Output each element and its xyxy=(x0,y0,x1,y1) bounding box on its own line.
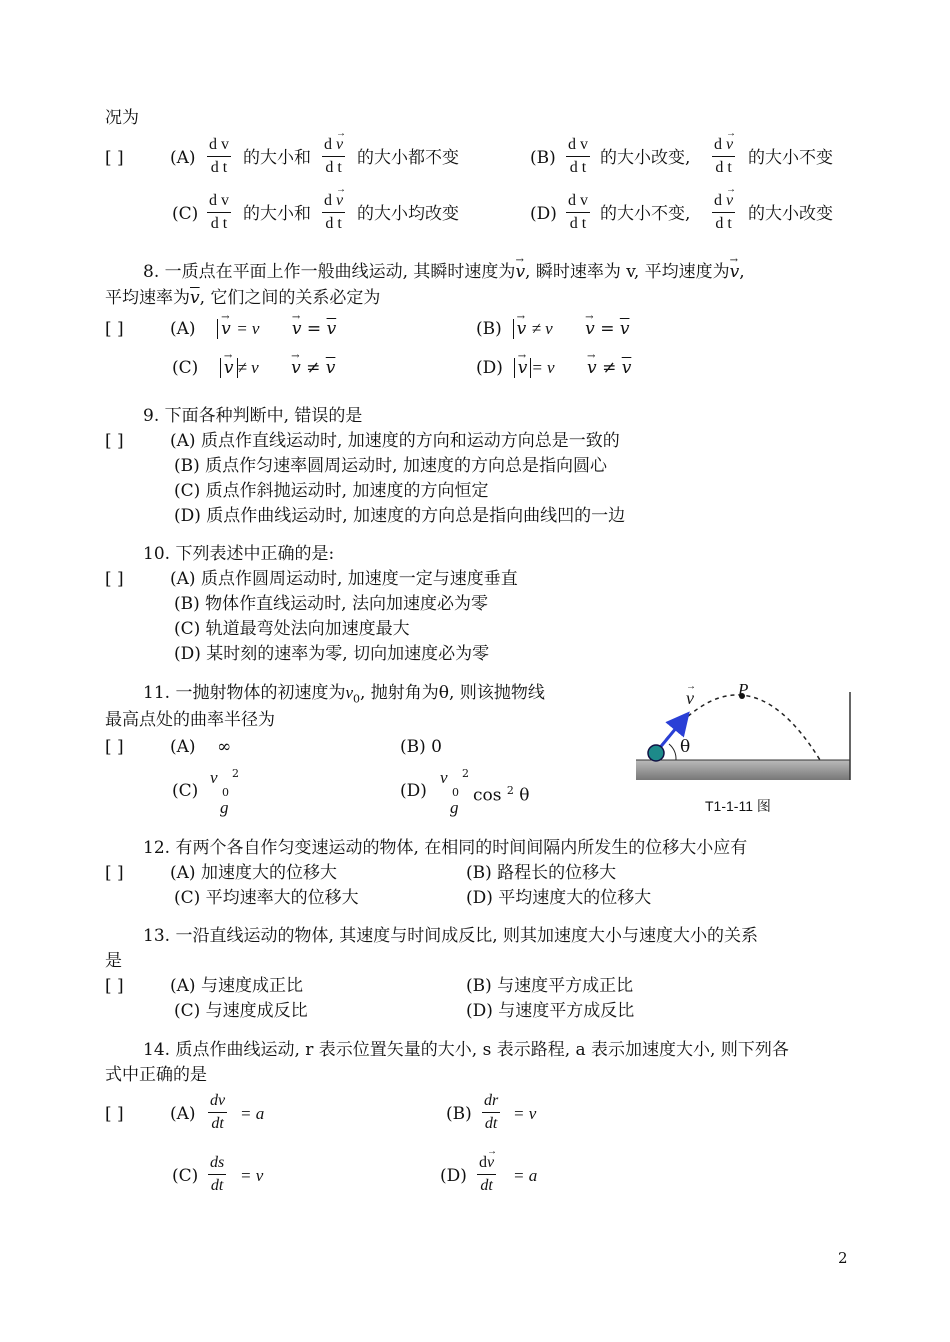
q11-d-g: g xyxy=(450,798,459,817)
q7-c-frac1: $\frac{\text{d v}}{\text{d t}}$ xyxy=(209,192,229,232)
q11-d-sub: 0 xyxy=(452,786,459,799)
q7-bracket: [ ] xyxy=(105,148,124,168)
q14-c-label: (C) xyxy=(172,1166,199,1186)
q14-b-frac: $\frac{dr}{dt}$ xyxy=(484,1092,499,1132)
q7-c-frac2: $\frac{d \to v}{\text{d t}}$ xyxy=(322,192,345,233)
q14-b-rhs: = v xyxy=(513,1104,537,1123)
q8-d: (D) → v = v → $v \ne \overline{v}$ xyxy=(476,358,631,378)
q13-option-c: (C) 与速度成反比 xyxy=(174,1001,308,1021)
q8-line1: 8. 一质点在平面上作一般曲线运动, 其瞬时速度为→ v, 瞬时速率为 v, 平均速度为→ v, xyxy=(143,262,745,282)
q11-d-v: v xyxy=(440,768,448,787)
q12-option-a: (A) 加速度大的位移大 xyxy=(170,863,337,883)
q8-line2: 平均速率为$\overline{v}$, 它们之间的关系必定为 xyxy=(105,288,381,308)
q13-option-b: (B) 与速度平方成正比 xyxy=(466,976,634,996)
q14-b-label: (B) xyxy=(446,1104,472,1124)
q14-title: 14. 质点作曲线运动, r 表示位置矢量的大小, s 表示路程, a 表示加速度大小, 则下列各 xyxy=(143,1040,789,1060)
q7-a-frac2: $\frac{d \to v}{\text{d t}}$ xyxy=(322,136,345,177)
q9-option-b: (B) 质点作匀速率圆周运动时, 加速度的方向总是指向圆心 xyxy=(174,456,607,476)
q14-d-frac: $\frac{d\to v}{dt}$ xyxy=(477,1154,496,1195)
q9-title: 9. 下面各种判断中, 错误的是 xyxy=(143,406,363,426)
fig-label-v: → v xyxy=(686,688,694,708)
q7-a-frac1: $\frac{\text{d v}}{\text{d t}}$ xyxy=(209,136,229,176)
q13-bracket: [ ] xyxy=(105,976,124,996)
q14-d-label: (D) xyxy=(440,1166,467,1186)
angle-arc xyxy=(669,744,676,760)
q11-c-v: v xyxy=(210,768,218,787)
q11-c-label: (C) xyxy=(172,781,199,801)
q7-b-text1: 的大小改变, xyxy=(600,148,691,168)
q11-line2: 最高点处的曲率半径为 xyxy=(105,710,275,730)
q7-a-text1: 的大小和 xyxy=(243,148,311,168)
q7-b-frac2: $\frac{d \to v}{\text{d t}}$ xyxy=(712,136,735,177)
q7-cont: 况为 xyxy=(105,108,139,128)
q9-bracket: [ ] xyxy=(105,431,124,451)
q14-c-rhs: = v xyxy=(240,1166,264,1185)
q7-d-label: (D) xyxy=(530,204,557,224)
q14-a-rhs: = a xyxy=(240,1104,265,1123)
q10-option-a: (A) 质点作圆周运动时, 加速度一定与速度垂直 xyxy=(170,569,518,589)
q8-b: (B) → v ≠ v → $v = \overline{v}$ xyxy=(476,319,629,339)
q10-title: 10. 下列表述中正确的是: xyxy=(143,544,335,564)
q14-a-label: (A) xyxy=(170,1104,196,1124)
q10-bracket: [ ] xyxy=(105,569,124,589)
q7-d-frac1: $\frac{\text{d v}}{\text{d t}}$ xyxy=(568,192,588,232)
q7-b-frac1: $\frac{\text{d v}}{\text{d t}}$ xyxy=(568,136,588,176)
fig-label-p: P xyxy=(738,680,749,699)
q13-title2: 是 xyxy=(105,951,122,971)
q7-b-label: (B) xyxy=(530,148,556,168)
q11-bracket: [ ] xyxy=(105,737,124,757)
q12-option-c: (C) 平均速率大的位移大 xyxy=(174,888,359,908)
q9-option-a: (A) 质点作直线运动时, 加速度的方向和运动方向总是一致的 xyxy=(170,431,620,451)
q10-option-c: (C) 轨道最弯处法向加速度最大 xyxy=(174,619,410,639)
q12-option-d: (D) 平均速度大的位移大 xyxy=(466,888,652,908)
q14-d-rhs: = a xyxy=(513,1166,538,1185)
q11-line1: 11. 一抛射物体的初速度为$v_0$, 抛射角为θ, 则该抛物线 xyxy=(143,683,545,706)
q7-a-text2: 的大小都不变 xyxy=(357,148,459,168)
fig-caption: T1-1-11 图 xyxy=(705,798,771,814)
q13-option-d: (D) 与速度平方成反比 xyxy=(466,1001,635,1021)
q13-option-a: (A) 与速度成正比 xyxy=(170,976,303,996)
q7-b-text2: 的大小不变 xyxy=(748,148,833,168)
q7-d-text2: 的大小改变 xyxy=(748,204,833,224)
q10-option-d: (D) 某时刻的速率为零, 切向加速度必为零 xyxy=(174,644,490,664)
q9-option-d: (D) 质点作曲线运动时, 加速度的方向总是指向曲线凹的一边 xyxy=(174,506,626,526)
q10-option-b: (B) 物体作直线运动时, 法向加速度必为零 xyxy=(174,594,488,614)
q7-c-text2: 的大小均改变 xyxy=(357,204,459,224)
q14-title2: 式中正确的是 xyxy=(105,1065,207,1085)
q8-bracket: [ ] xyxy=(105,319,124,339)
page-number: 2 xyxy=(838,1249,848,1267)
q9-option-c: (C) 质点作斜抛运动时, 加速度的方向恒定 xyxy=(174,481,489,501)
q7-c-text1: 的大小和 xyxy=(243,204,311,224)
q13-title: 13. 一沿直线运动的物体, 其速度与时间成反比, 则其加速度大小与速度大小的关系 xyxy=(143,926,759,946)
q12-option-b: (B) 路程长的位移大 xyxy=(466,863,617,883)
q11-b: (B) 0 xyxy=(400,737,442,757)
q11-a: (A) ∞ xyxy=(170,737,232,757)
q11-d-label: (D) xyxy=(400,781,427,801)
q11-c-sup: 2 xyxy=(232,767,239,780)
q11-c-sub: 0 xyxy=(222,786,229,799)
q12-bracket: [ ] xyxy=(105,863,124,883)
q7-a-label: (A) xyxy=(170,148,196,168)
fig-label-theta: θ xyxy=(680,737,691,757)
q14-c-frac: $\frac{ds}{dt}$ xyxy=(210,1154,225,1194)
projectile-ball xyxy=(648,745,664,761)
q11-d-sup: 2 xyxy=(462,767,469,780)
q8-c: (C) → v ≠ v → $v \ne \overline{v}$ xyxy=(172,358,335,378)
q14-bracket: [ ] xyxy=(105,1104,124,1124)
q7-d-text1: 的大小不变, xyxy=(600,204,691,224)
q7-c-label: (C) xyxy=(172,204,199,224)
q14-a-frac: $\frac{dv}{dt}$ xyxy=(210,1092,226,1132)
q8-a: (A) → v = v → $v = \overline{v}$ xyxy=(170,319,336,339)
q12-title: 12. 有两个各自作匀变速运动的物体, 在相同的时间间隔内所发生的位移大小应有 xyxy=(143,838,748,858)
ground xyxy=(636,760,850,780)
q11-d-cos: cos $^2$ θ xyxy=(473,784,530,806)
q7-d-frac2: $\frac{d \to v}{\text{d t}}$ xyxy=(712,192,735,233)
q11-c-g: g xyxy=(220,798,229,817)
